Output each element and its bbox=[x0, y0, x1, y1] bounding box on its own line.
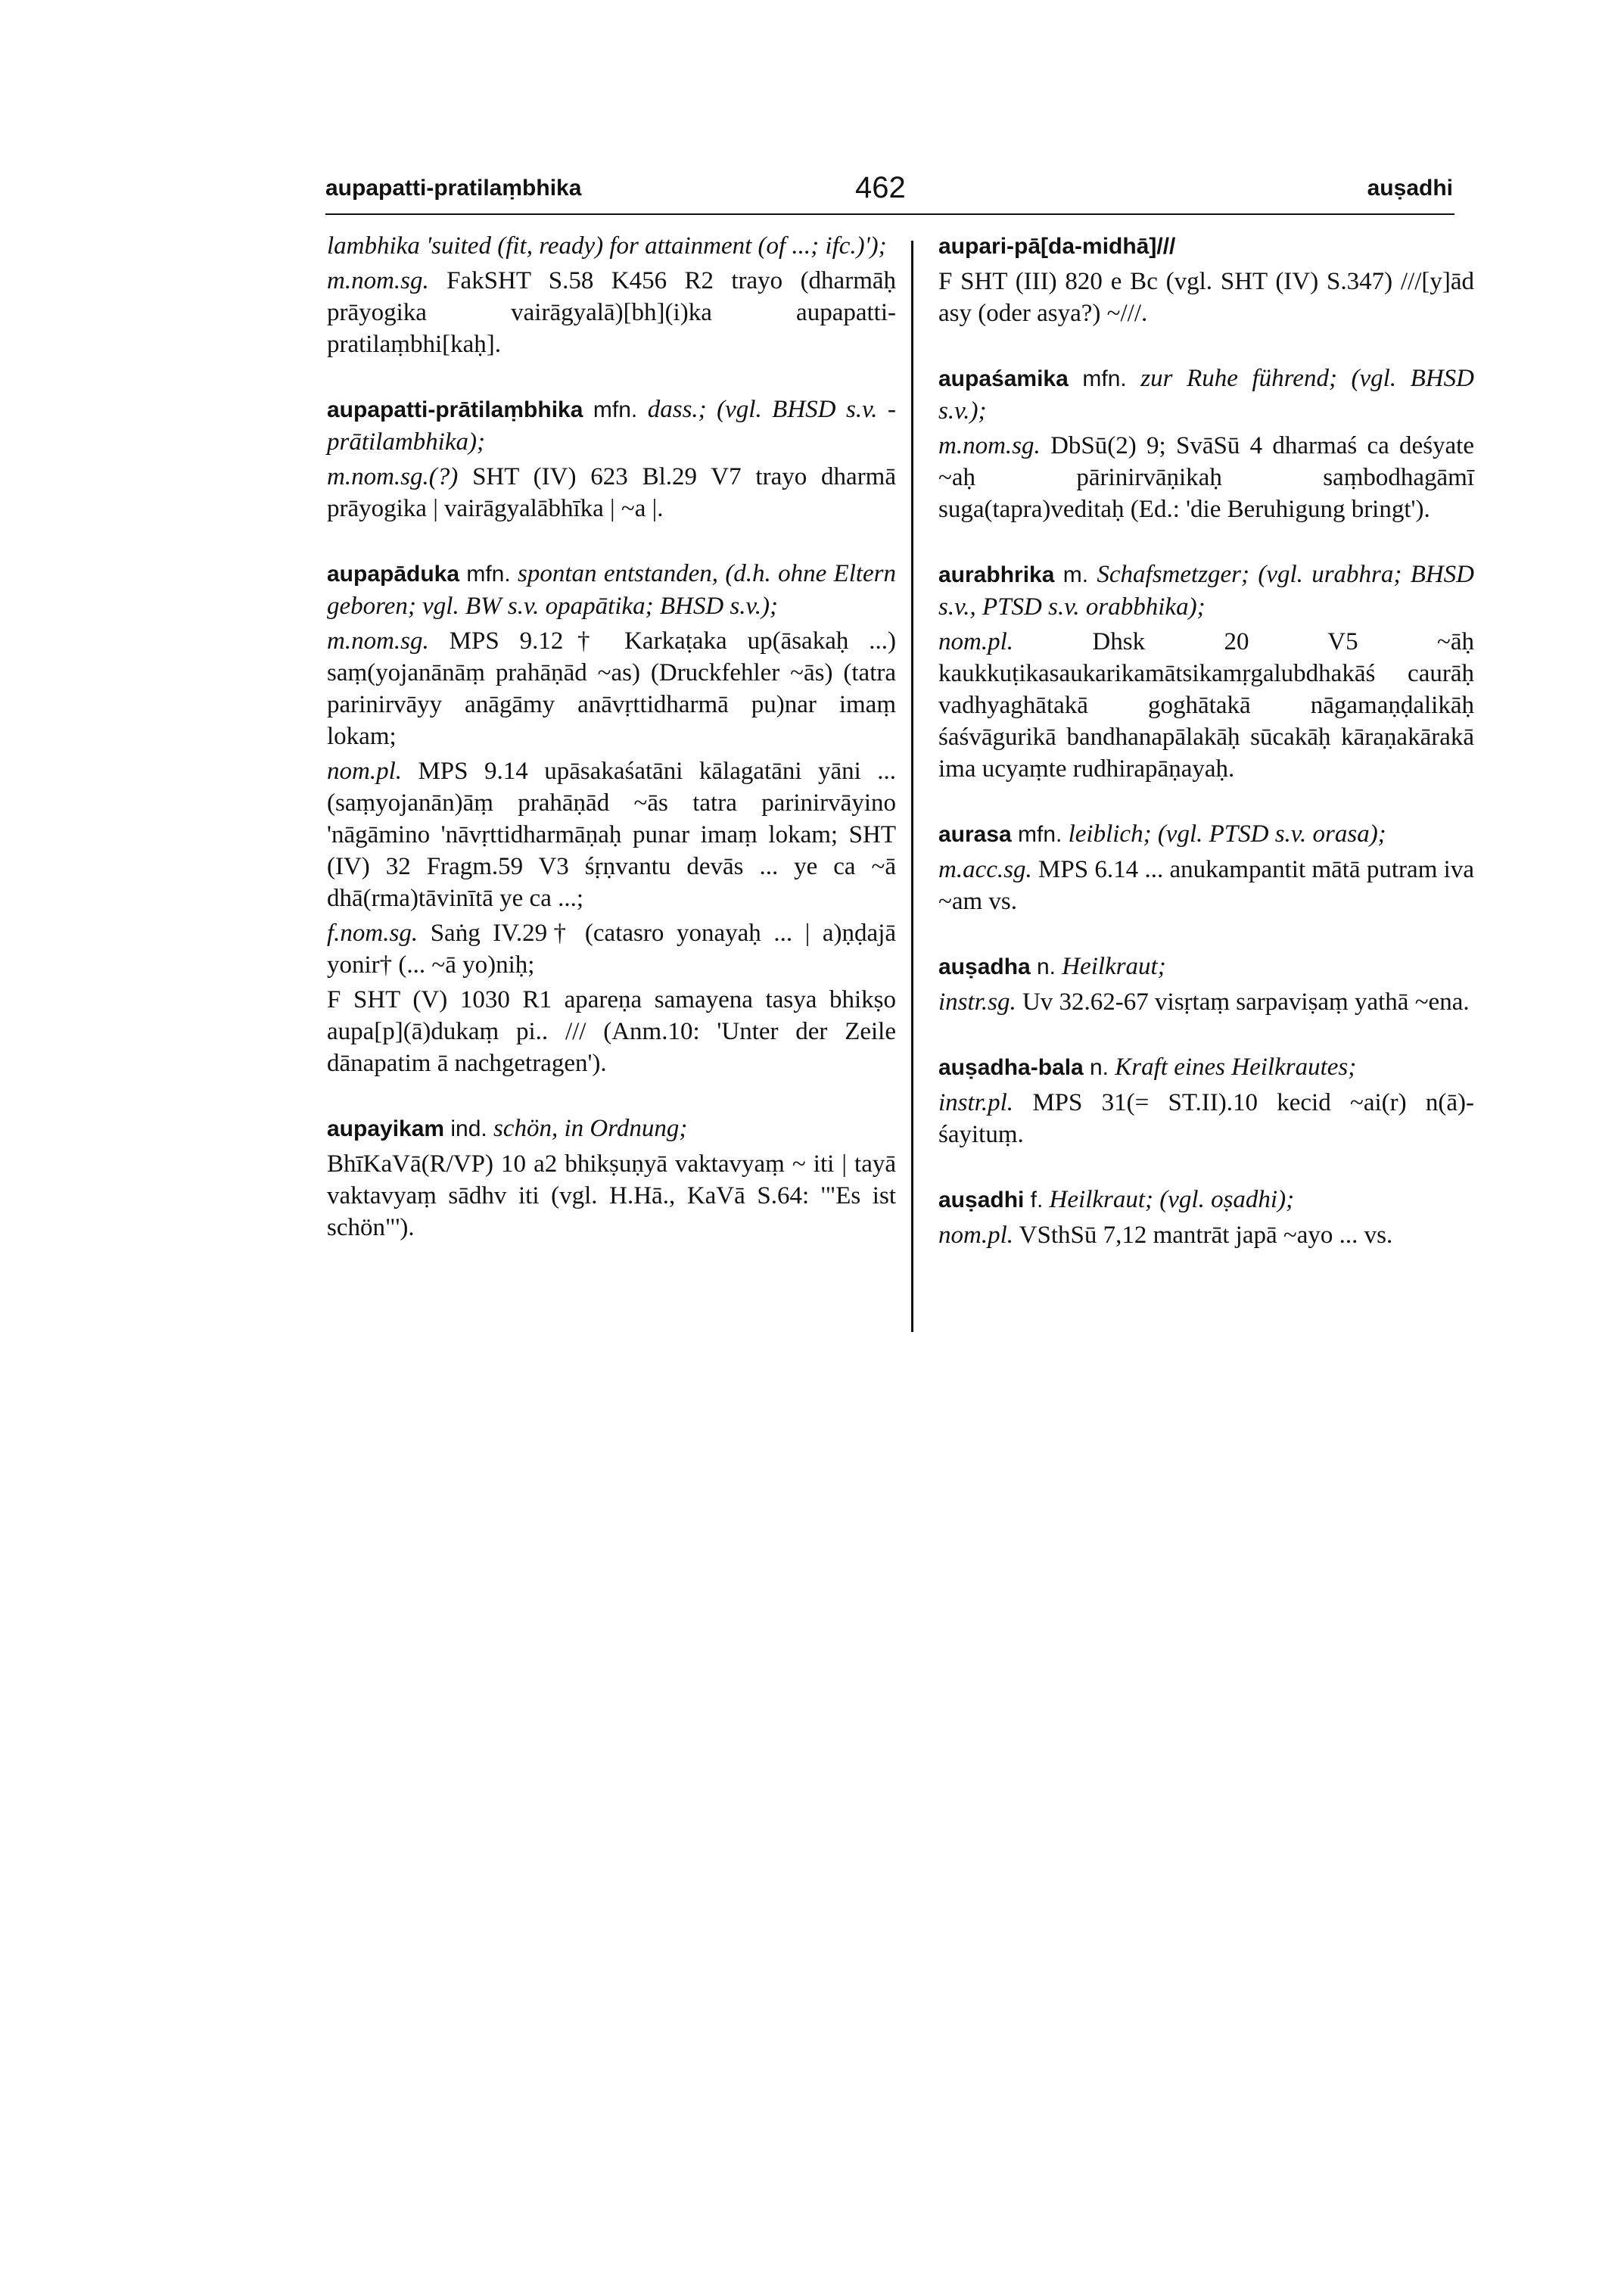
grammar-label: m.acc.sg. bbox=[938, 856, 1032, 883]
grammar-label: instr.pl. bbox=[938, 1089, 1014, 1116]
citation-line bbox=[327, 755, 896, 914]
headword: aurasa bbox=[938, 822, 1012, 847]
dictionary-entry bbox=[938, 559, 1474, 785]
grammatical-category: m. bbox=[1062, 562, 1089, 587]
dictionary-entry bbox=[327, 230, 896, 360]
entry-head bbox=[327, 1113, 896, 1145]
dictionary-entry bbox=[938, 363, 1474, 525]
grammatical-category: f. bbox=[1030, 1188, 1044, 1212]
column-divider bbox=[911, 241, 913, 1332]
citation-text: MPS 9.14 upāsakaśatāni kālagatāni yāni ... (saṃyojanān)āṃ prahāṇād ~ās tatra parinirvāyino 'nāgāmino 'nāvṛttidharmāṇaḥ punar imaṃ lokam; SHT (IV) 32 Fragm.59 V3 śṛṇvantu devās ... ye ca ~ā dhā(rma)tāvinītā ye ca ...; bbox=[327, 758, 896, 912]
citation-line bbox=[327, 625, 896, 752]
grammatical-category: ind. bbox=[450, 1116, 487, 1141]
citation-line bbox=[327, 265, 896, 360]
citation-text: VSthSū 7,12 mantrāt japā ~ayo ... vs. bbox=[1019, 1222, 1393, 1249]
dictionary-entry bbox=[327, 558, 896, 1079]
definition: schön, in Ordnung; bbox=[493, 1115, 688, 1142]
dictionary-entry bbox=[938, 951, 1474, 1018]
entry-head bbox=[938, 951, 1474, 983]
grammar-label: nom.pl. bbox=[327, 758, 402, 785]
definition: spontan entstanden, (d.h. ohne Eltern geboren; vgl. BW s.v. opapātika; BHSD s.v.); bbox=[327, 560, 897, 620]
entry-head bbox=[938, 1184, 1474, 1216]
dictionary-entry bbox=[327, 1113, 896, 1244]
citation-text: MPS 6.14 ... anukampantit mātā putram iva ~am vs. bbox=[938, 856, 1474, 915]
page-number: 462 bbox=[855, 171, 906, 204]
entry-head bbox=[938, 1051, 1474, 1084]
headword: aupayikam bbox=[327, 1116, 445, 1141]
grammatical-category: mfn. bbox=[593, 397, 638, 422]
headword: auṣadhi bbox=[938, 1188, 1025, 1212]
citation-text: F SHT (III) 820 e Bc (vgl. SHT (IV) S.347) ///[y]ād asy (oder asya?) ~///. bbox=[938, 268, 1474, 327]
grammar-label: instr.sg. bbox=[938, 988, 1016, 1016]
dictionary-entry bbox=[938, 818, 1474, 917]
citation-line bbox=[938, 1219, 1474, 1251]
headword: aurabhrika bbox=[938, 562, 1055, 587]
headword: aupaśamika bbox=[938, 366, 1069, 391]
headword: auṣadha bbox=[938, 954, 1031, 979]
entry-head bbox=[938, 559, 1474, 623]
citation-line bbox=[938, 626, 1474, 785]
grammatical-category: n. bbox=[1036, 954, 1056, 979]
dictionary-entry bbox=[938, 1184, 1474, 1251]
citation-line bbox=[938, 266, 1474, 329]
dictionary-entry bbox=[327, 394, 896, 525]
grammar-label: m.nom.sg. bbox=[938, 432, 1041, 459]
definition: Heilkraut; bbox=[1062, 953, 1166, 980]
definition: lambhika 'suited (fit, ready) for attainment (of ...; ifc.)'); bbox=[327, 232, 887, 260]
citation-line bbox=[327, 917, 896, 981]
grammar-label: m.nom.sg.(?) bbox=[327, 463, 459, 490]
citation-text: BhīKaVā(R/VP) 10 a2 bhikṣuṇyā vaktavyaṃ ~ iti | tayā vaktavyaṃ sādhv iti (vgl. H.Hā., KaVā S.64: '"Es ist schön"'). bbox=[327, 1150, 896, 1241]
citation-line bbox=[327, 461, 896, 525]
grammar-label: f.nom.sg. bbox=[327, 920, 418, 947]
grammar-label: nom.pl. bbox=[938, 628, 1013, 655]
definition: leiblich; (vgl. PTSD s.v. orasa); bbox=[1068, 820, 1386, 848]
grammatical-category: mfn. bbox=[1018, 822, 1062, 847]
grammatical-category: mfn. bbox=[466, 562, 511, 587]
citation-line bbox=[938, 986, 1474, 1018]
headword: aupapāduka bbox=[327, 562, 460, 587]
entry-head bbox=[938, 230, 1474, 263]
entry-head bbox=[327, 558, 896, 622]
citation-text: MPS 9.12† Karkaṭaka up(āsakaḥ ...) saṃ(yojanānāṃ prahāṇād ~as) (Druckfehler ~ās) (tatra parinirvāyy anāgāmy anāvṛttidharmā pu)nar imaṃ lokam; bbox=[327, 627, 896, 750]
entry-head bbox=[327, 394, 896, 458]
headword: auṣadha-bala bbox=[938, 1055, 1084, 1080]
headword: aupari-pā[da-midhā]/// bbox=[938, 234, 1176, 259]
running-head-right: auṣadhi bbox=[1367, 176, 1453, 201]
running-head-left: aupapatti-pratilaṃbhika bbox=[325, 176, 582, 201]
citation-line bbox=[327, 230, 896, 262]
definition: dass.; (vgl. BHSD s.v. -prātilambhika); bbox=[327, 396, 896, 456]
citation-text: F SHT (V) 1030 R1 apareṇa samayena tasya bhikṣo aupa[p](ā)dukaṃ pi.. /// (Anm.10: 'Unter der Zeile dānapatim ā nachgetragen'). bbox=[327, 986, 896, 1077]
citation-text: MPS 31(= ST.II).10 kecid ~ai(r) n(ā)-śayituṃ. bbox=[938, 1089, 1474, 1148]
left-column bbox=[327, 224, 896, 1244]
definition: Kraft eines Heilkrautes; bbox=[1115, 1054, 1357, 1081]
definition: Schafsmetzger; (vgl. urabhra; BHSD s.v., PTSD s.v. orabbhika); bbox=[938, 561, 1475, 621]
right-column bbox=[938, 224, 1474, 1251]
dictionary-entry bbox=[938, 230, 1474, 329]
citation-text: FakSHT S.58 K456 R2 trayo (dharmāḥ prāyogika vairāgyalā)[bh](i)ka aupapatti-pratilaṃbhi[kaḥ]. bbox=[327, 267, 897, 358]
citation-line bbox=[327, 1148, 896, 1244]
header-rule bbox=[325, 213, 1454, 215]
grammatical-category: n. bbox=[1089, 1055, 1109, 1080]
citation-text: DbSū(2) 9; SvāSū 4 dharmaś ca deśyate ~aḥ pārinirvāṇikaḥ saṃbodhagāmī suga(tapra)veditaḥ (Ed.: 'die Beruhigung bringt'). bbox=[938, 432, 1475, 523]
citation-text: Dhsk 20 V5 ~āḥ kaukkuṭikasaukarikamātsikamṛgalubdhakāś caurāḥ vadhyaghātakā goghātakā nāgamaṇḍalikāḥ śaśvāgurikā bandhanapālakāḥ sūcakāḥ kāraṇakārakā ima ucyaṃte rudhirapāṇayaḥ. bbox=[938, 628, 1474, 783]
definition: Heilkraut; (vgl. oṣadhi); bbox=[1049, 1186, 1295, 1213]
definition: zur Ruhe führend; (vgl. BHSD s.v.); bbox=[938, 365, 1474, 425]
citation-text: Uv 32.62-67 visṛtaṃ sarpaviṣaṃ yathā ~ena. bbox=[1022, 988, 1470, 1016]
headword: aupapatti-prātilaṃbhika bbox=[327, 397, 583, 422]
citation-text: Saṅg IV.29† (catasro yonayaḥ ... | a)ṇḍajā yonir† (... ~ā yo)niḥ; bbox=[327, 920, 897, 979]
citation-line bbox=[938, 430, 1474, 525]
citation-line bbox=[938, 1087, 1474, 1150]
grammatical-category: mfn. bbox=[1082, 366, 1127, 391]
grammar-label: m.nom.sg. bbox=[327, 267, 429, 294]
entry-head bbox=[938, 363, 1474, 427]
citation-line bbox=[327, 984, 896, 1079]
citation-line bbox=[938, 854, 1474, 917]
citation-text: SHT (IV) 623 Bl.29 V7 trayo dharmā prāyogika | vairāgyalābhīka | ~a |. bbox=[327, 463, 896, 522]
dictionary-entry bbox=[938, 1051, 1474, 1150]
grammar-label: nom.pl. bbox=[938, 1222, 1013, 1249]
running-head bbox=[325, 171, 1453, 216]
entry-head bbox=[938, 818, 1474, 851]
grammar-label: m.nom.sg. bbox=[327, 627, 429, 655]
